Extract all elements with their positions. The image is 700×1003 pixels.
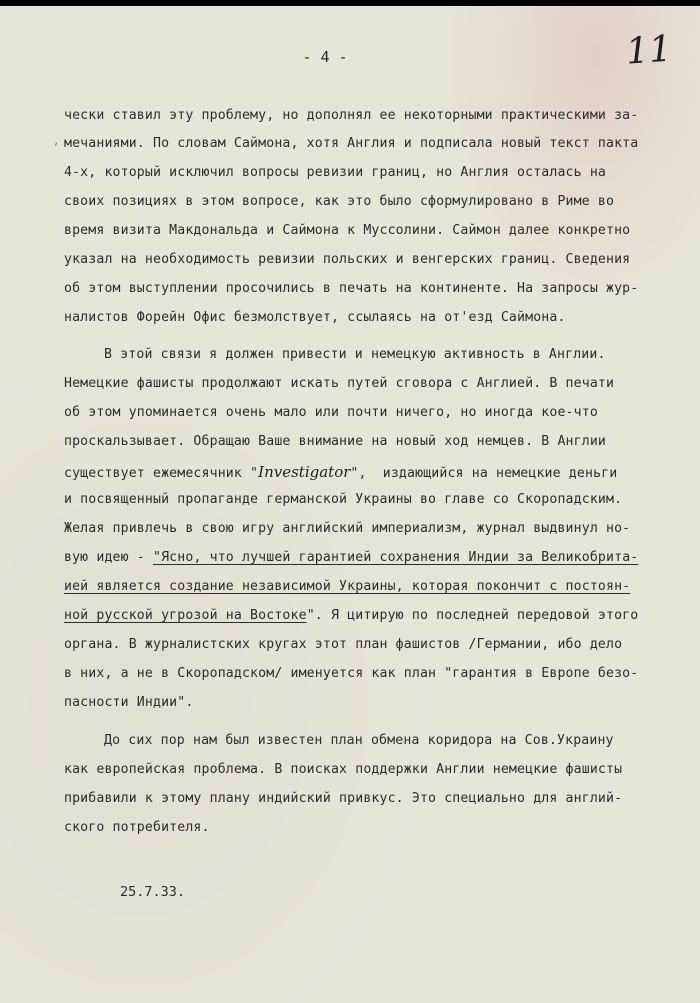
text-line-2: мечаниями. По словам Саймона, хотя Англия и подписала новый текст пакта xyxy=(64,136,639,151)
text-line-16 xyxy=(64,550,638,565)
text-line-15: Желая привлечь в свою игру английский империализм, журнал выдвинул но- xyxy=(64,521,631,536)
document-date: 25.7.33. xyxy=(120,884,186,900)
underlined-quote-end: ной русской угрозой на Востоке xyxy=(64,608,307,623)
text-line-25: ского потребителя. xyxy=(64,820,210,835)
text-line-23: как европейская проблема. В поисках поддержки Англии немецкие фашисты xyxy=(64,762,623,777)
text-line-8: налистов Форейн Офис безмолствует, ссылаясь на от'езд Саймона. xyxy=(64,310,566,325)
text-line-7: об этом выступлении просочились в печать на континенте. На запросы жур- xyxy=(64,281,639,296)
text-line-18 xyxy=(64,608,638,623)
text-line-3: 4-х, который исключил вопросы ревизии границ, но Англия осталась на xyxy=(64,165,606,180)
margin-tick-mark: ´ xyxy=(51,141,65,158)
handwritten-magazine-name: Investigator xyxy=(258,463,351,481)
page-number: - 4 - xyxy=(302,48,348,66)
text-line-1: чески ставил эту проблему, но дополнял ее некоторными практическими за- xyxy=(64,108,639,123)
text-line-12: проскальзывает. Обращаю Ваше внимание на новый ход немцев. В Англии xyxy=(64,434,606,449)
text-line-22: До сих пор нам был известен план обмена коридора на Сов.Украину xyxy=(104,733,614,748)
text-line-24: прибавили к этому плану индийский привкус. Это специально для англий- xyxy=(64,791,623,806)
text-line-11: об этом упоминается очень мало или почти ничего, но иногда кое-что xyxy=(64,405,598,420)
text-line-21: пасности Индии". xyxy=(64,695,194,710)
text-line-4: своих позициях в этом вопросе, как это было сформулировано в Риме во xyxy=(64,194,615,209)
text-line-13 xyxy=(64,463,617,481)
text-line-19: органа. В журналистских кругах этот план фашистов /Германии, ибо дело xyxy=(64,637,623,652)
underlined-quote-middle: ией является создание независимой Украины, которая покончит с постоян- xyxy=(64,579,631,594)
text-line-16-start: вую идею - xyxy=(64,550,153,565)
text-line-9: В этой связи я должен привести и немецкую активность в Англии. xyxy=(104,347,606,362)
folio-number: 11 xyxy=(624,28,674,73)
text-line-5: время визита Макдональда и Саймона к Муссолини. Саймон далее конкретно xyxy=(64,223,631,238)
underlined-quote-start: "Ясно, что лучшей гарантией сохранения Индии за Великобрита- xyxy=(153,550,639,565)
text-line-6: указал на необходимость ревизии польских и венгерских границ. Сведения xyxy=(64,252,631,267)
text-line-18-end: ". Я цитирую по последней передовой этого xyxy=(306,608,639,623)
text-line-14: и посвященный пропаганде германской Украины во главе со Скоропадским. xyxy=(64,492,623,507)
text-line-13-start: существует ежемесячник " xyxy=(64,466,259,481)
text-line-13-end: ", издающийся на немецкие деньги xyxy=(350,466,618,481)
text-line-20: в них, а не в Скоропадском/ именуется как план "гарантия в Европе безо- xyxy=(64,666,639,681)
document-page xyxy=(0,6,700,1003)
text-line-10: Немецкие фашисты продолжают искать путей сговора с Англией. В печати xyxy=(64,376,615,391)
